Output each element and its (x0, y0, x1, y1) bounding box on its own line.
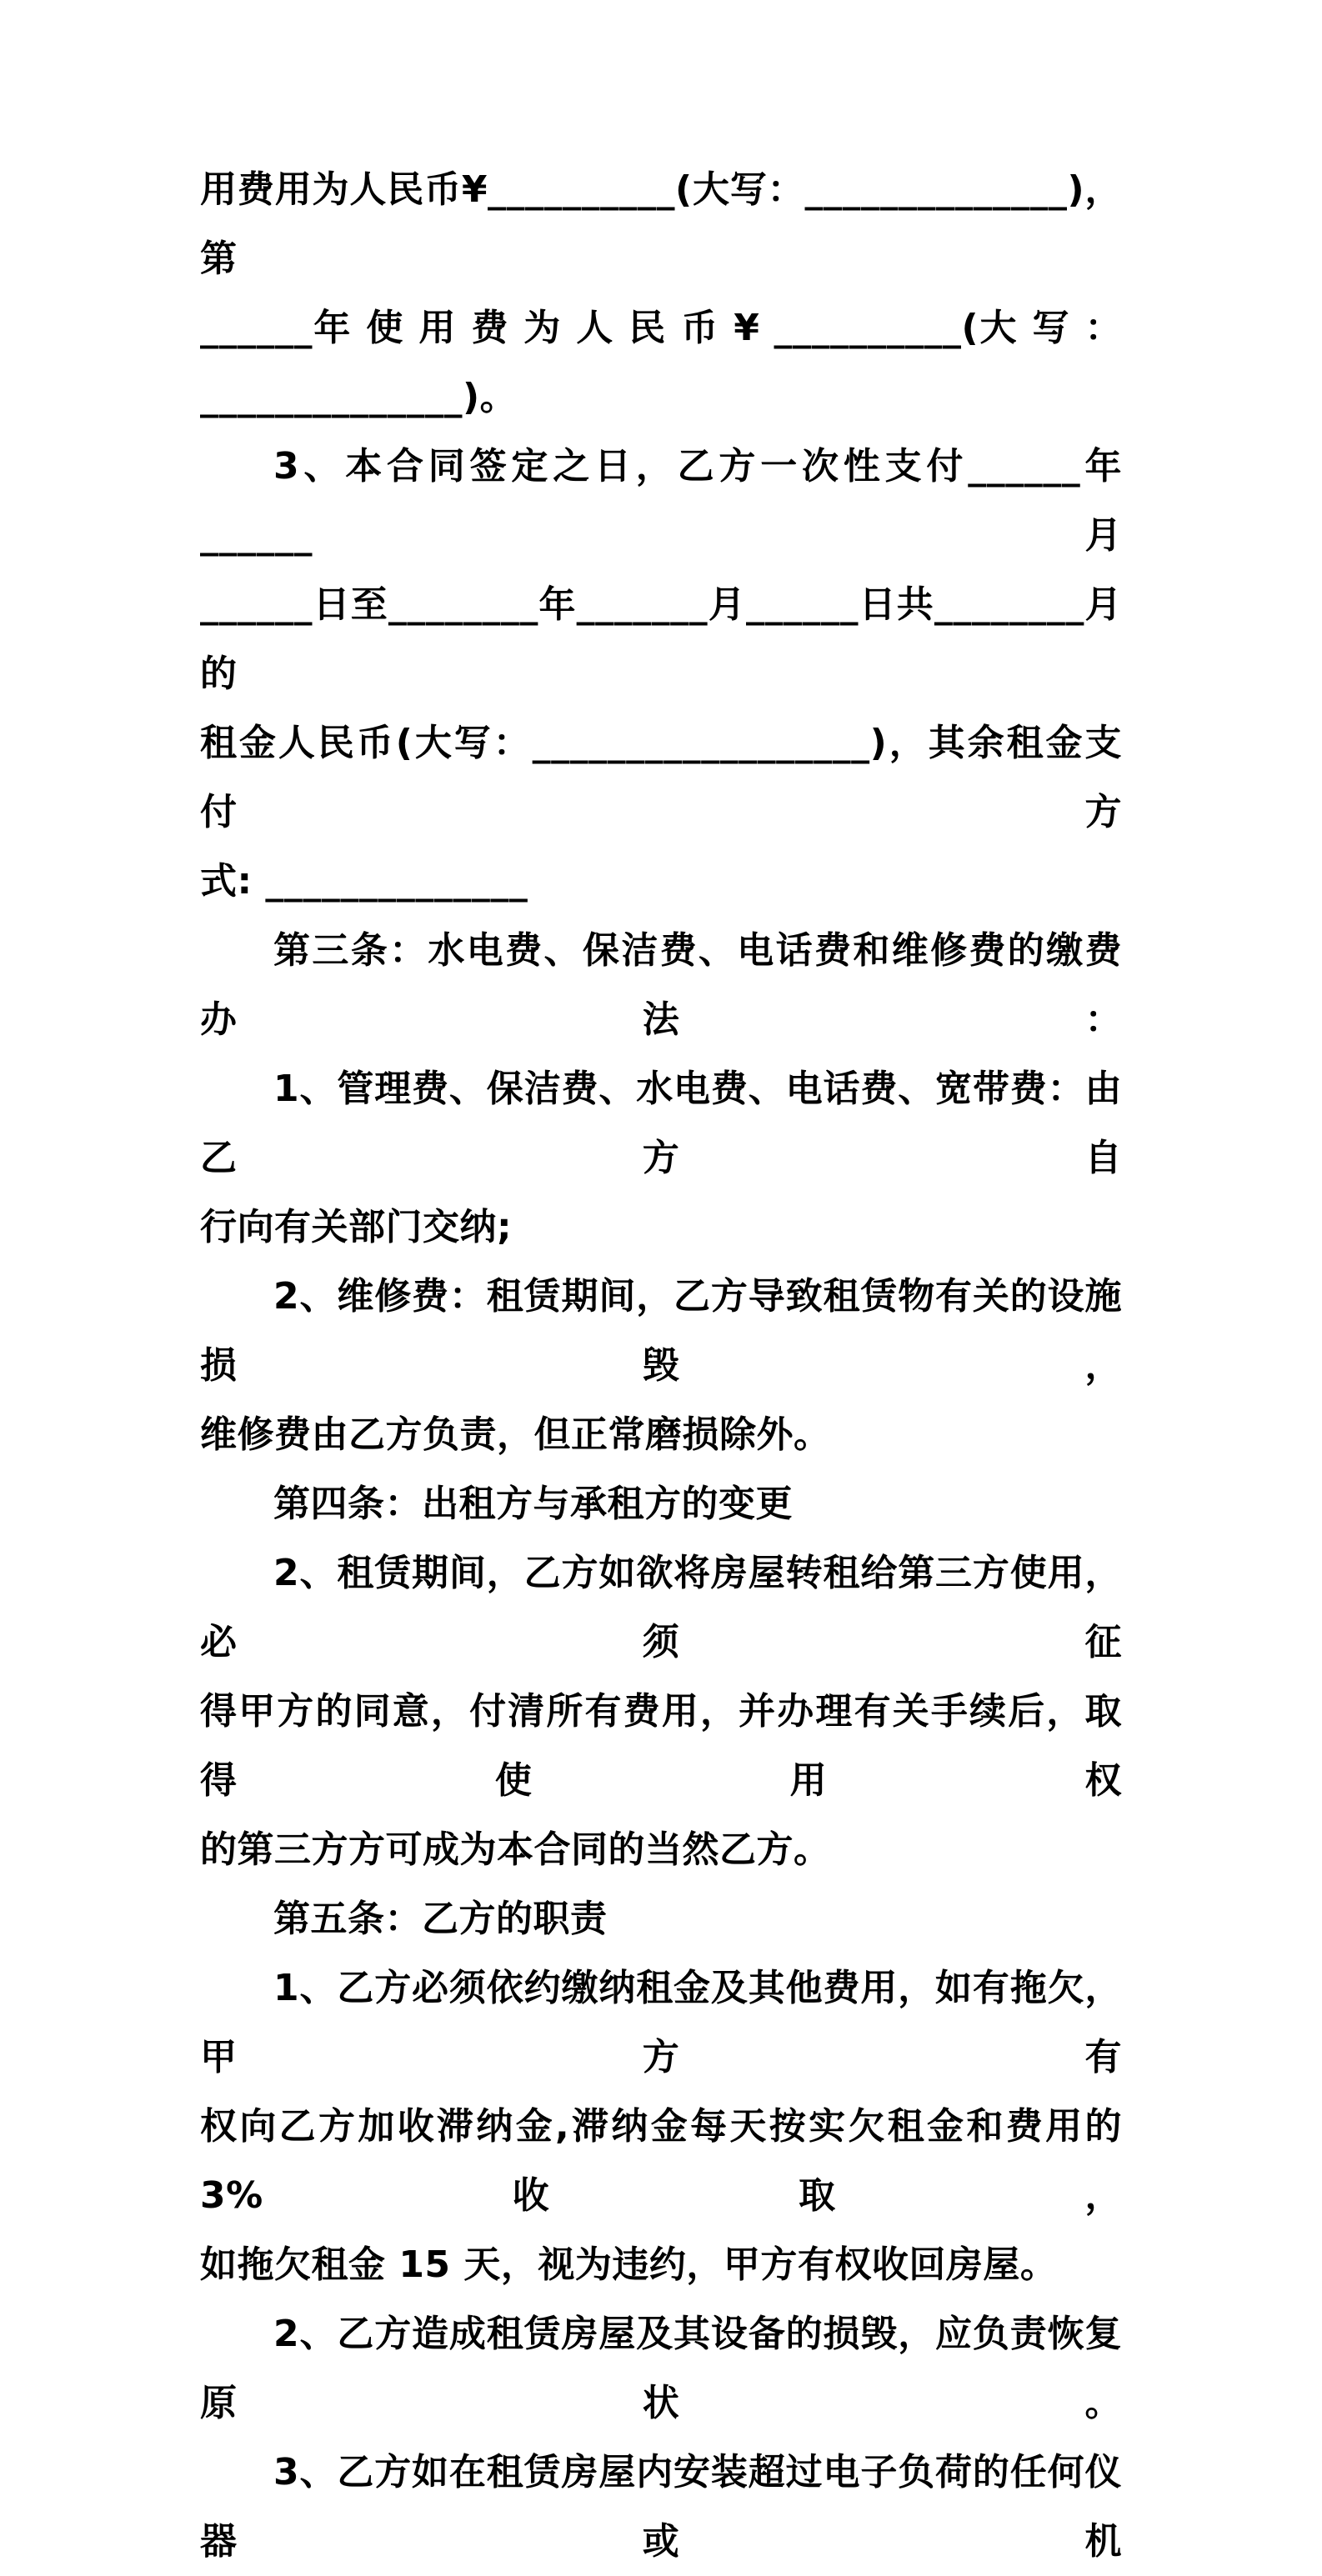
text-line: 式: ______________ (200, 860, 528, 903)
text-line: 2、租赁期间，乙方如欲将房屋转租给第三方使用，必须征 (200, 1552, 1122, 1663)
text-line: 2、维修费：租赁期间，乙方导致租赁物有关的设施损毁， (200, 1275, 1122, 1387)
text-line: 3、乙方如在租赁房屋内安装超过电子负荷的任何仪器或机 (200, 2451, 1122, 2563)
text-line: 维修费由乙方负责，但正常磨损除外。 (200, 1413, 831, 1456)
text-line: 1、乙方必须依约缴纳租金及其他费用，如有拖欠，甲方有 (200, 1967, 1122, 2078)
text-line: 权向乙方加收滞纳金,滞纳金每天按实欠租金和费用的 3%收取， (200, 2105, 1122, 2217)
text-line: 的第三方方可成为本合同的当然乙方。 (200, 1828, 831, 1871)
text-line: ______日至________年_______月______日共________月的 (200, 583, 1122, 695)
text-line: 行向有关部门交纳; (200, 1206, 513, 1248)
text-line: 2、乙方造成租赁房屋及其设备的损毁，应负责恢复原状。 (200, 2313, 1122, 2424)
text-line: 1、管理费、保洁费、水电费、电话费、宽带费：由乙方自 (200, 1068, 1122, 1179)
text-line: ______年 使 用 费 为 人 民 币 ¥ __________(大 写 ： (200, 307, 1122, 349)
text-line: 租金人民币(大写：__________________)，其余租金支付方 (200, 722, 1122, 833)
text-line: 3、本合同签定之日，乙方一次性支付______年______月 (200, 445, 1122, 557)
text-line: 如拖欠租金 15 天，视为违约，甲方有权收回房屋。 (200, 2243, 1058, 2286)
text-line: 第五条：乙方的职责 (273, 1898, 608, 1940)
text-line: 用费用为人民币¥__________(大写：______________)，第 (200, 168, 1122, 280)
text-line: ______________)。 (200, 376, 518, 418)
contract-text-block (200, 155, 1122, 2576)
text-line: 第三条：水电费、保洁费、电话费和维修费的缴费办法： (200, 929, 1122, 1041)
text-line: 得甲方的同意，付清所有费用，并办理有关手续后，取得使用权 (200, 1690, 1122, 1802)
text-line: 第四条：出租方与承租方的变更 (273, 1483, 793, 1525)
